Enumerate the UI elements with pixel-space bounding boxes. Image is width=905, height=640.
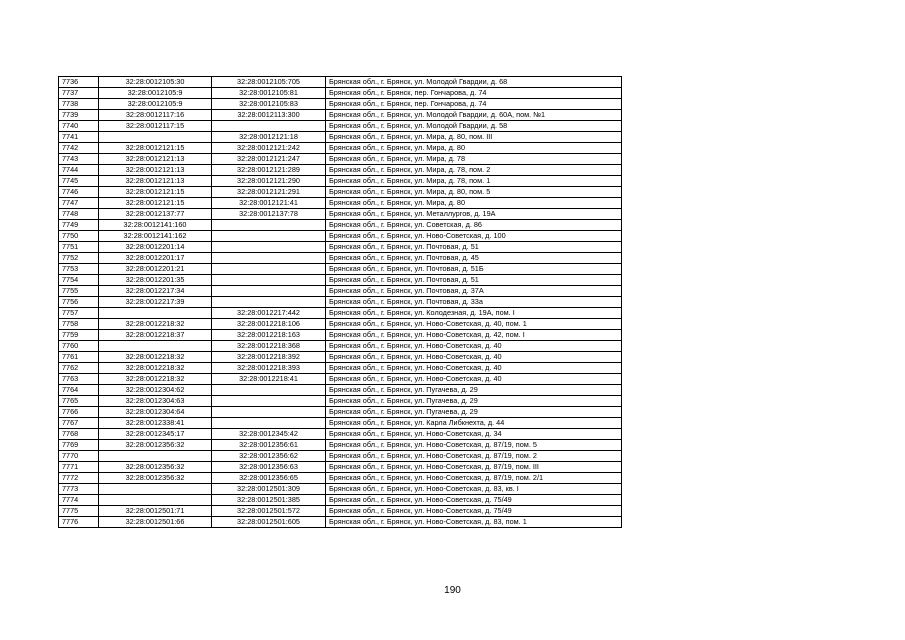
- row-number-cell: 7775: [59, 506, 99, 517]
- cadastral-number-object-cell: 32:28:0012218:106: [212, 319, 326, 330]
- cadastral-number-object-cell: 32:28:0012121:289: [212, 165, 326, 176]
- table-row: [59, 374, 622, 385]
- cadastral-number-object-cell: 32:28:0012121:41: [212, 198, 326, 209]
- row-number-cell: 7749: [59, 220, 99, 231]
- address-cell: Брянская обл., г. Брянск, ул. Ново-Советская, д. 40: [326, 352, 622, 363]
- address-cell: Брянская обл., г. Брянск, ул. Ново-Советская, д. 83, кв. I: [326, 484, 622, 495]
- cadastral-number-land-cell: 32:28:0012201:17: [99, 253, 212, 264]
- cadastral-number-land-cell: 32:28:0012304:63: [99, 396, 212, 407]
- row-number-cell: 7768: [59, 429, 99, 440]
- address-cell: Брянская обл., г. Брянск, ул. Металлургов, д. 19А: [326, 209, 622, 220]
- cadastral-number-object-cell: [212, 231, 326, 242]
- row-number-cell: 7738: [59, 99, 99, 110]
- address-cell: Брянская обл., г. Брянск, ул. Ново-Советская, д. 75/49: [326, 506, 622, 517]
- cadastral-number-land-cell: 32:28:0012356:32: [99, 473, 212, 484]
- cadastral-number-object-cell: [212, 396, 326, 407]
- row-number-cell: 7750: [59, 231, 99, 242]
- table-row: [59, 198, 622, 209]
- cadastral-number-object-cell: 32:28:0012356:62: [212, 451, 326, 462]
- row-number-cell: 7748: [59, 209, 99, 220]
- table-row: [59, 297, 622, 308]
- table-row: [59, 484, 622, 495]
- table-row: [59, 396, 622, 407]
- table-row: [59, 286, 622, 297]
- row-number-cell: 7736: [59, 77, 99, 88]
- address-cell: Брянская обл., г. Брянск, ул. Мира, д. 78, пом. 2: [326, 165, 622, 176]
- cadastral-number-land-cell: 32:28:0012218:32: [99, 319, 212, 330]
- row-number-cell: 7767: [59, 418, 99, 429]
- cadastral-number-land-cell: 32:28:0012105:30: [99, 77, 212, 88]
- cadastral-number-land-cell: 32:28:0012141:160: [99, 220, 212, 231]
- address-cell: Брянская обл., г. Брянск, ул. Мира, д. 80, пом. III: [326, 132, 622, 143]
- table-row: [59, 275, 622, 286]
- row-number-cell: 7757: [59, 308, 99, 319]
- table-row: [59, 253, 622, 264]
- table-row: [59, 143, 622, 154]
- table-row: [59, 132, 622, 143]
- address-cell: Брянская обл., г. Брянск, ул. Молодой Гвардии, д. 68: [326, 77, 622, 88]
- cadastral-number-land-cell: 32:28:0012501:71: [99, 506, 212, 517]
- page-number: 190: [444, 585, 461, 596]
- address-cell: Брянская обл., г. Брянск, ул. Ново-Советская, д. 42, пом. I: [326, 330, 622, 341]
- table-row: [59, 451, 622, 462]
- address-cell: Брянская обл., г. Брянск, ул. Мира, д. 80: [326, 143, 622, 154]
- table-row: [59, 319, 622, 330]
- table-row: [59, 308, 622, 319]
- cadastral-number-object-cell: [212, 121, 326, 132]
- table-row: [59, 121, 622, 132]
- row-number-cell: 7758: [59, 319, 99, 330]
- table-row: [59, 440, 622, 451]
- address-cell: Брянская обл., г. Брянск, ул. Ново-Советская, д. 100: [326, 231, 622, 242]
- cadastral-number-object-cell: [212, 264, 326, 275]
- row-number-cell: 7762: [59, 363, 99, 374]
- cadastral-number-land-cell: 32:28:0012218:32: [99, 374, 212, 385]
- row-number-cell: 7754: [59, 275, 99, 286]
- table-row: [59, 418, 622, 429]
- row-number-cell: 7741: [59, 132, 99, 143]
- cadastral-number-object-cell: 32:28:0012121:242: [212, 143, 326, 154]
- row-number-cell: 7774: [59, 495, 99, 506]
- row-number-cell: 7772: [59, 473, 99, 484]
- cadastral-number-object-cell: [212, 407, 326, 418]
- address-cell: Брянская обл., г. Брянск, ул. Почтовая, д. 33а: [326, 297, 622, 308]
- address-cell: Брянская обл., г. Брянск, ул. Ново-Советская, д. 40: [326, 363, 622, 374]
- cadastral-number-object-cell: [212, 286, 326, 297]
- row-number-cell: 7763: [59, 374, 99, 385]
- table-body: [59, 77, 622, 528]
- address-cell: Брянская обл., г. Брянск, ул. Почтовая, д. 51: [326, 242, 622, 253]
- row-number-cell: 7743: [59, 154, 99, 165]
- cadastral-number-land-cell: 32:28:0012121:15: [99, 143, 212, 154]
- row-number-cell: 7737: [59, 88, 99, 99]
- row-number-cell: 7760: [59, 341, 99, 352]
- cadastral-number-object-cell: [212, 297, 326, 308]
- cadastral-number-object-cell: 32:28:0012105:81: [212, 88, 326, 99]
- table-row: [59, 341, 622, 352]
- cadastral-number-land-cell: [99, 308, 212, 319]
- table-row: [59, 495, 622, 506]
- cadastral-number-object-cell: 32:28:0012121:291: [212, 187, 326, 198]
- cadastral-number-land-cell: 32:28:0012121:15: [99, 187, 212, 198]
- address-cell: Брянская обл., г. Брянск, ул. Мира, д. 80, пом. 5: [326, 187, 622, 198]
- address-cell: Брянская обл., г. Брянск, пер. Гончарова, д. 74: [326, 88, 622, 99]
- table-row: [59, 264, 622, 275]
- row-number-cell: 7764: [59, 385, 99, 396]
- row-number-cell: 7759: [59, 330, 99, 341]
- address-cell: Брянская обл., г. Брянск, ул. Пугачева, д. 29: [326, 385, 622, 396]
- cadastral-number-object-cell: 32:28:0012218:163: [212, 330, 326, 341]
- table-row: [59, 407, 622, 418]
- table-row: [59, 352, 622, 363]
- cadastral-number-object-cell: 32:28:0012113:300: [212, 110, 326, 121]
- row-number-cell: 7753: [59, 264, 99, 275]
- cadastral-number-object-cell: [212, 220, 326, 231]
- cadastral-number-object-cell: 32:28:0012121:18: [212, 132, 326, 143]
- cadastral-number-land-cell: 32:28:0012137:77: [99, 209, 212, 220]
- cadastral-number-object-cell: 32:28:0012501:309: [212, 484, 326, 495]
- address-cell: Брянская обл., г. Брянск, ул. Ново-Советская, д. 87/19, пом. III: [326, 462, 622, 473]
- cadastral-number-object-cell: [212, 242, 326, 253]
- cadastral-number-land-cell: [99, 495, 212, 506]
- cadastral-number-land-cell: 32:28:0012141:162: [99, 231, 212, 242]
- cadastral-number-object-cell: [212, 275, 326, 286]
- cadastral-number-land-cell: 32:28:0012345:17: [99, 429, 212, 440]
- table-row: [59, 110, 622, 121]
- cadastral-number-land-cell: 32:28:0012117:15: [99, 121, 212, 132]
- cadastral-number-object-cell: [212, 418, 326, 429]
- address-cell: Брянская обл., г. Брянск, ул. Советская, д. 86: [326, 220, 622, 231]
- cadastral-number-object-cell: 32:28:0012218:368: [212, 341, 326, 352]
- row-number-cell: 7740: [59, 121, 99, 132]
- address-cell: Брянская обл., г. Брянск, ул. Почтовая, д. 37А: [326, 286, 622, 297]
- address-cell: Брянская обл., г. Брянск, ул. Карла Либкнехта, д. 44: [326, 418, 622, 429]
- cadastral-number-land-cell: 32:28:0012218:37: [99, 330, 212, 341]
- cadastral-number-land-cell: 32:28:0012121:13: [99, 176, 212, 187]
- row-number-cell: 7744: [59, 165, 99, 176]
- cadastral-number-land-cell: 32:28:0012121:15: [99, 198, 212, 209]
- address-cell: Брянская обл., г. Брянск, пер. Гончарова, д. 74: [326, 99, 622, 110]
- table-row: [59, 242, 622, 253]
- cadastral-number-object-cell: 32:28:0012105:705: [212, 77, 326, 88]
- row-number-cell: 7771: [59, 462, 99, 473]
- row-number-cell: 7745: [59, 176, 99, 187]
- table-row: [59, 363, 622, 374]
- row-number-cell: 7755: [59, 286, 99, 297]
- table-row: [59, 154, 622, 165]
- cadastral-number-land-cell: [99, 484, 212, 495]
- table-row: [59, 517, 622, 528]
- row-number-cell: 7776: [59, 517, 99, 528]
- cadastral-number-object-cell: [212, 385, 326, 396]
- row-number-cell: 7747: [59, 198, 99, 209]
- table-row: [59, 176, 622, 187]
- address-cell: Брянская обл., г. Брянск, ул. Ново-Советская, д. 87/19, пом. 2: [326, 451, 622, 462]
- cadastral-number-land-cell: 32:28:0012117:16: [99, 110, 212, 121]
- cadastral-number-object-cell: 32:28:0012356:63: [212, 462, 326, 473]
- table-row: [59, 506, 622, 517]
- address-cell: Брянская обл., г. Брянск, ул. Мира, д. 78, пом. 1: [326, 176, 622, 187]
- cadastral-number-land-cell: 32:28:0012201:21: [99, 264, 212, 275]
- address-cell: Брянская обл., г. Брянск, ул. Ново-Советская, д. 87/19, пом. 2/1: [326, 473, 622, 484]
- address-cell: Брянская обл., г. Брянск, ул. Мира, д. 78: [326, 154, 622, 165]
- row-number-cell: 7766: [59, 407, 99, 418]
- cadastral-number-land-cell: 32:28:0012218:32: [99, 352, 212, 363]
- cadastral-number-object-cell: [212, 253, 326, 264]
- address-cell: Брянская обл., г. Брянск, ул. Почтовая, д. 45: [326, 253, 622, 264]
- row-number-cell: 7739: [59, 110, 99, 121]
- cadastral-number-object-cell: 32:28:0012501:605: [212, 517, 326, 528]
- table-row: [59, 462, 622, 473]
- cadastral-number-object-cell: 32:28:0012356:61: [212, 440, 326, 451]
- address-cell: Брянская обл., г. Брянск, ул. Ново-Советская, д. 40, пом. 1: [326, 319, 622, 330]
- row-number-cell: 7746: [59, 187, 99, 198]
- cadastral-number-object-cell: 32:28:0012501:385: [212, 495, 326, 506]
- address-cell: Брянская обл., г. Брянск, ул. Пугачева, д. 29: [326, 407, 622, 418]
- row-number-cell: 7756: [59, 297, 99, 308]
- cadastral-number-land-cell: 32:28:0012218:32: [99, 363, 212, 374]
- address-cell: Брянская обл., г. Брянск, ул. Молодой Гвардии, д. 58: [326, 121, 622, 132]
- cadastral-number-land-cell: 32:28:0012121:13: [99, 154, 212, 165]
- cadastral-number-land-cell: 32:28:0012304:62: [99, 385, 212, 396]
- address-cell: Брянская обл., г. Брянск, ул. Почтовая, д. 51Б: [326, 264, 622, 275]
- address-cell: Брянская обл., г. Брянск, ул. Ново-Советская, д. 87/19, пом. 5: [326, 440, 622, 451]
- cadastral-number-land-cell: 32:28:0012501:66: [99, 517, 212, 528]
- address-cell: Брянская обл., г. Брянск, ул. Колодезная, д. 19А, пом. I: [326, 308, 622, 319]
- table-row: [59, 220, 622, 231]
- address-cell: Брянская обл., г. Брянск, ул. Ново-Советская, д. 83, пом. 1: [326, 517, 622, 528]
- cadastral-table: [58, 76, 622, 528]
- row-number-cell: 7769: [59, 440, 99, 451]
- address-cell: Брянская обл., г. Брянск, ул. Ново-Советская, д. 34: [326, 429, 622, 440]
- table-row: [59, 165, 622, 176]
- cadastral-number-land-cell: 32:28:0012105:9: [99, 88, 212, 99]
- address-cell: Брянская обл., г. Брянск, ул. Ново-Советская, д. 40: [326, 374, 622, 385]
- cadastral-number-land-cell: 32:28:0012338:41: [99, 418, 212, 429]
- row-number-cell: 7742: [59, 143, 99, 154]
- table-row: [59, 88, 622, 99]
- address-cell: Брянская обл., г. Брянск, ул. Мира, д. 80: [326, 198, 622, 209]
- cadastral-number-object-cell: 32:28:0012105:83: [212, 99, 326, 110]
- table-row: [59, 209, 622, 220]
- cadastral-number-object-cell: 32:28:0012121:290: [212, 176, 326, 187]
- cadastral-number-object-cell: 32:28:0012218:393: [212, 363, 326, 374]
- row-number-cell: 7770: [59, 451, 99, 462]
- cadastral-number-land-cell: 32:28:0012105:9: [99, 99, 212, 110]
- row-number-cell: 7752: [59, 253, 99, 264]
- cadastral-number-land-cell: [99, 451, 212, 462]
- table-row: [59, 77, 622, 88]
- cadastral-number-land-cell: 32:28:0012217:34: [99, 286, 212, 297]
- row-number-cell: 7773: [59, 484, 99, 495]
- cadastral-number-object-cell: 32:28:0012121:247: [212, 154, 326, 165]
- cadastral-number-land-cell: 32:28:0012201:35: [99, 275, 212, 286]
- table-row: [59, 473, 622, 484]
- cadastral-number-land-cell: [99, 341, 212, 352]
- address-cell: Брянская обл., г. Брянск, ул. Пугачева, д. 29: [326, 396, 622, 407]
- cadastral-number-land-cell: 32:28:0012356:32: [99, 440, 212, 451]
- cadastral-number-land-cell: [99, 132, 212, 143]
- table-row: [59, 330, 622, 341]
- table-row: [59, 99, 622, 110]
- table-row: [59, 231, 622, 242]
- address-cell: Брянская обл., г. Брянск, ул. Почтовая, д. 51: [326, 275, 622, 286]
- cadastral-number-land-cell: 32:28:0012217:39: [99, 297, 212, 308]
- table-row: [59, 429, 622, 440]
- cadastral-number-object-cell: 32:28:0012137:78: [212, 209, 326, 220]
- address-cell: Брянская обл., г. Брянск, ул. Молодой Гвардии, д. 60А, пом. №1: [326, 110, 622, 121]
- row-number-cell: 7761: [59, 352, 99, 363]
- cadastral-number-land-cell: 32:28:0012304:64: [99, 407, 212, 418]
- cadastral-number-land-cell: 32:28:0012356:32: [99, 462, 212, 473]
- cadastral-number-object-cell: 32:28:0012356:65: [212, 473, 326, 484]
- table-row: [59, 385, 622, 396]
- cadastral-number-object-cell: 32:28:0012501:572: [212, 506, 326, 517]
- cadastral-number-object-cell: 32:28:0012345:42: [212, 429, 326, 440]
- address-cell: Брянская обл., г. Брянск, ул. Ново-Советская, д. 75/49: [326, 495, 622, 506]
- address-cell: Брянская обл., г. Брянск, ул. Ново-Советская, д. 40: [326, 341, 622, 352]
- cadastral-number-land-cell: 32:28:0012201:14: [99, 242, 212, 253]
- table-row: [59, 187, 622, 198]
- cadastral-number-land-cell: 32:28:0012121:13: [99, 165, 212, 176]
- row-number-cell: 7751: [59, 242, 99, 253]
- cadastral-number-object-cell: 32:28:0012217:442: [212, 308, 326, 319]
- cadastral-number-object-cell: 32:28:0012218:392: [212, 352, 326, 363]
- cadastral-number-object-cell: 32:28:0012218:41: [212, 374, 326, 385]
- row-number-cell: 7765: [59, 396, 99, 407]
